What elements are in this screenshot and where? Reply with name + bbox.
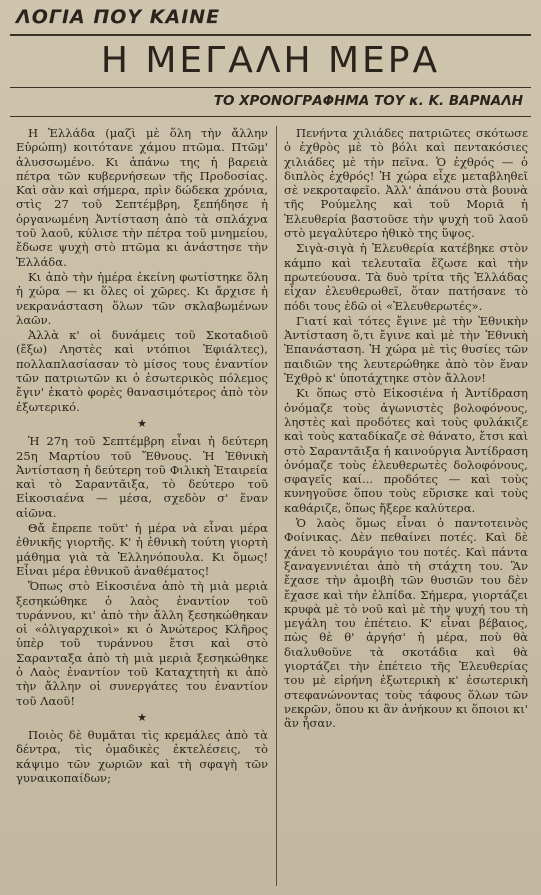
star-separator: ★ (137, 710, 147, 724)
headline-rule (10, 87, 531, 88)
paragraph: Κι ὅπως στὸ Εἰκοσιένα ἡ Ἀντίδραση ὀνόμαζε τοὺς ἀγωνιστὲς βολοφόνους, ληστὲς καὶ προδότες καὶ τοὺς φυλάκιζε καὶ τοὺς καταδίκαζε σὲ θάνατο, ἔτσι καὶ στὸ Σαραντᾶιξα ἡ καινούργια Ἀντίδραση ὀνόμαζε τοὺς ἐλευθερωτὲς δολοφόνους, σφαγεῖς καί... προδότες — καὶ τοὺς κυνηγοῦσε ὅπου τοὺς εὕρισκε καὶ τοὺς καθάριζε, ὅπως ἤξερε καλύτερα. (284, 386, 528, 515)
article-column-right (284, 126, 528, 731)
column-kicker: ΛΟΓΙΑ ΠΟΥ ΚΑΙΝΕ (16, 6, 221, 28)
article-column-left (16, 126, 268, 786)
paragraph: Ὅπως στὸ Εἰκοσιένα ἀπὸ τὴ μιὰ μεριὰ ξεσηκώθηκε ὁ λαὸς ἐναντίον τοῦ τυράννου, κι' ἀπὸ τὴν ἄλλη ξεσηκώθηκαν οἱ «ὀλιγαρχικοὶ» κι ὁ Ἀνώτερος Κλῆρος ὑπὲρ τοῦ τυράννου ἔτσι καὶ στὸ Σαρανταξα ἀπὸ τὴ μιὰ μεριὰ ξεσηκώθηκε ὁ Λαὸς ἐναντίον τοῦ Καταχτητὴ κι ἀπὸ τὴν ἄλλην οἱ συνεργάτες του ἐναντίον τοῦ Λαοῦ! (16, 579, 268, 708)
paragraph: Ἡ 27η τοῦ Σεπτέμβρη εἶναι ἡ δεύτερη 25η Μαρτίου τοῦ Ἔθνους. Ἡ Ἐθνικὴ Ἀντίσταση ἡ δεύτερη τοῦ Φιλικὴ Ἑταιρεία καὶ τὸ Σαραντᾶιξα, τὸ δεύτερο τοῦ Εἰκοσιαένα — μέσα, σχεδὸν σ' ἕναν αἰῶνα. (16, 434, 268, 520)
paragraph: Ὁ λαὸς ὅμως εἶναι ὁ παντοτεινὸς Φοίνικας. Δὲν πεθαίνει ποτές. Καὶ δὲ χάνει τὸ κουράγιο του ποτές. Καὶ πάντα ξαναγεννιέται ἀπὸ τὴ στάχτη του. Ἂν ἔχασε τὴν ἀμοιβὴ τῶν θυσιῶν του δὲν ἔχασε καὶ τὴν ἐλπίδα. Σήμερα, γιορτάζει κρυφὰ μὲ τὸ νοῦ καὶ μὲ τὴν ψυχή του τὴ μεγάλη του ἐπέτειο. Κ' εἶναι βέβαιος, πὼς θὲ θ' ἀργήσ' ἡ μέρα, ποὺ θὰ διαλυθοῦνε τὰ σκοτάδια καὶ θὰ γιορτάζει τὴν ἐπέτειο τῆς Ἐλευθερίας του μὲ εἰρήνη ἐξωτερικὴ κ' ἐσωτερικὴ στεφανώνοντας τοὺς τάφους ὅλων τῶν νεκρῶν, ὅπου κι ἂν ἀνήκουν κι ὅποιοι κι' ἂν ἦσαν. (284, 516, 528, 731)
paragraph: Γιατί καὶ τότες ἔγινε μὲ τὴν Ἐθνικὴν Ἀντίσταση ὅ,τι ἔγινε καὶ μὲ τὴν Ἐθνικὴ Ἐπανάσταση. Ἡ χώρα μὲ τὶς θυσίες τῶν παιδιῶν της λευτερώθηκε ἀπὸ τὸν ἕναν Ἐχθρὸ κ' ὑποτάχτηκε στὸν ἄλλον! (284, 313, 528, 386)
paragraph: Σιγὰ-σιγὰ ἡ Ἐλευθερία κατέβηκε στὸν κάμπο καὶ τελευταῖα ἔζωσε καὶ τὴν πρωτεύουσα. Τὰ δυὸ τρίτα τῆς Ἑλλάδας εἶχαν ἐλευθερωθεῖ, ὅταν πατήσανε τὸ πόδι τους ἐδῶ οἱ «Ἐλευθερωτές». (284, 241, 528, 313)
top-rule (10, 34, 531, 36)
paragraph: Πενήντα χιλιάδες πατριῶτες σκότωσε ὁ ἐχθρὸς μὲ τὸ βόλι καὶ πεντακόσιες χιλιάδες μὲ τὴν πεῖνα. Ὁ ἐχθρός — ὁ διπλὸς ἐχθρός! Ἡ χώρα εἶχε μεταβληθεῖ σὲ νεκροταφεῖο. Ἀλλ' ἀπάνου στὰ βουνὰ τῆς Ρούμελης καὶ τοῦ Μοριᾶ ἡ Ἐλευθερία βαστοῦσε τὴν ψυχὴ τοῦ λαοῦ στὸ μεγαλύτερο ἠθικὸ της ὕψος. (284, 126, 528, 241)
paragraph: Η Ἑλλάδα (μαζὶ μὲ ὅλη τὴν ἄλλην Εὐρώπη) κοιτότανε χάμου πτῶμα. Πτῶμ' ἀλυσσωμένο. Κι ἀπάνω της ἡ βαρειὰ πέτρα τῶν κυβερνήσεων τῆς Προδοσίας. Καὶ σὰν καὶ σήμερα, πρὶν δώδεκα χρόνια, στὶς 27 τοῦ Σεπτέμβρη, ξεπήδησε ἡ ὀργανωμένη Ἀντίσταση ἀπὸ τὰ σπλάχνα τοῦ λαοῦ, κύλισε τὴν πέτρα τοῦ μνημείου, ἔδωσε ψυχὴ στὸ πτῶμα κι ἀνάστησε τὴν Ἑλλάδα. (16, 126, 268, 269)
star-separator: ★ (137, 416, 147, 430)
headline: Η ΜΕΓΑΛΗ ΜΕΡΑ (100, 40, 441, 81)
column-divider (276, 126, 277, 886)
paragraph: Κι ἀπὸ τὴν ἡμέρα ἐκείνη φωτίστηκε ὅλη ἡ χώρα — κι ὅλες οἱ χῶρες. Κι ἄρχισε ἡ νεκρανάσταση ὅλων τῶν σκλαβωμένων λαῶν. (16, 269, 268, 327)
paragraph: Θἄ ἔπρεπε τοῦτ' ἡ μέρα νὰ εἶναι μέρα ἐθνικῆς γιορτῆς. Κ' ἡ ἐθνικὴ τούτη γιορτὴ μάθημα γιὰ τὰ Ἑλληνόπουλα. Κι ὅμως! Εἶναι μέρα ἐθνικοῦ ἀναθέματος! (16, 521, 268, 578)
paragraph: Ποιὸς δὲ θυμᾶται τὶς κρεμάλες ἀπὸ τὰ δέντρα, τὶς ὁμαδικὲς ἐκτελέσεις, τὸ κάψιμο τῶν χωριῶν καὶ τὴ σφαγὴ τῶν γυναικοπαίδων; (16, 728, 268, 786)
byline: ΤΟ ΧΡΟΝΟΓΡΑΦΗΜΑ ΤΟΥ κ. Κ. ΒΑΡΝΑΛΗ (213, 93, 523, 109)
byline-rule (10, 116, 531, 117)
paragraph: Ἀλλὰ κ' οἱ δυνάμεις τοῦ Σκοταδιοῦ (ἔξω) Ληστὲς καὶ ντόπιοι Ἐφιάλτες), πολλαπλασίασαν τὸ μίσος τους ἐναντίον τῶν πατριωτῶν κι ὁ ἐσωτερικὸς πόλεμος ἔγιν' ἑκατὸ φορὲς θανασιμότερος ἀπὸ τὸν ἐξωτερικό. (16, 328, 268, 414)
